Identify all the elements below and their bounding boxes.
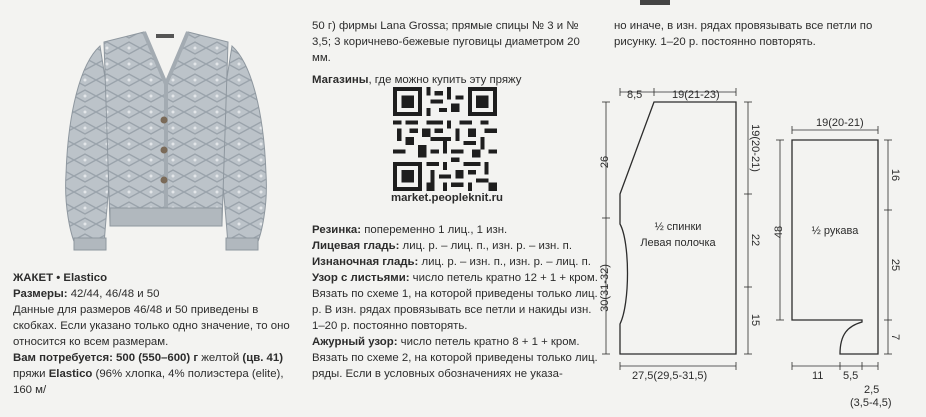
sizes-line: Размеры: 42/44, 46/48 и 50 (13, 288, 160, 300)
cardigan-photo (52, 24, 280, 268)
dim-sleeve-16: 16 (889, 168, 901, 182)
back-label-1: ½ спинки (654, 221, 702, 233)
dim-right-15: 15 (749, 313, 761, 327)
schematic-diagram (592, 82, 926, 417)
top-edge-mark (640, 0, 670, 5)
stockinette-pattern: Лицевая гладь: лиц. р. – лиц. п., изн. р. – изн. п. (312, 240, 573, 252)
sleeve-piece-outline (792, 140, 878, 354)
middle-column-top (312, 18, 600, 88)
dim-sleeve-11: 11 (812, 370, 824, 382)
rib-pattern: Резинка: попеременно 1 лиц., 1 изн. (312, 224, 508, 236)
qr-code[interactable] (393, 87, 497, 191)
right-column (614, 18, 914, 50)
dim-shoulder: 8,5 (627, 89, 643, 101)
dim-right-upper: 19(20-21) (749, 124, 761, 172)
dim-sleeve-7: 7 (889, 333, 901, 341)
dim-right-22: 22 (749, 233, 761, 247)
reverse-stockinette-pattern: Изнаночная гладь: лиц. р. – изн. п., изн. р. – лиц. п. (312, 256, 591, 268)
stitch-patterns (312, 222, 600, 382)
lace-continued: но иначе, в изн. рядах провязывать все петли по рисунку. 1–20 р. постоянно повторять. (614, 20, 873, 48)
dim-sleeve-25b: 2,5 (864, 384, 880, 396)
leaf-pattern: Узор с листьями: число петель кратно 12 + 1 + кром. Вязать по схеме 1, на которой приведены только лиц. р. В изн. рядах провязывать все петли и накиды изн. 1–20 р. постоянно повторять. (312, 272, 598, 332)
dim-sleeve-length: 48 (773, 225, 785, 239)
dim-neck: 19(21-23) (672, 89, 720, 101)
dim-sleeve-25: 25 (889, 258, 901, 272)
left-column (13, 270, 303, 398)
sizes-note: Данные для размеров 46/48 и 50 приведены в скобках. Если указано только одно значение, то оно относится ко всем размерам. (13, 304, 290, 348)
dim-sleeve-range: (3,5-4,5) (850, 397, 892, 409)
article-title: ЖАКЕТ • Elastico (13, 272, 108, 284)
shops-line: Магазины, где можно купить эту пряжу (312, 74, 522, 86)
back-label-2: Левая полочка (640, 237, 716, 249)
lace-pattern: Ажурный узор: число петель кратно 8 + 1 + кром. Вязать по схеме 2, на которой приведены только лиц. ряды. Если в условных обозначениях не указа- (312, 336, 598, 380)
dim-left-total: 30(31-32) (599, 264, 611, 312)
dim-armhole: 26 (599, 155, 611, 169)
dim-bottom-width: 27,5(29,5-31,5) (632, 370, 708, 382)
shop-url[interactable]: market.peopleknit.ru (390, 192, 504, 204)
materials-continued: 50 г) фирмы Lana Grossa; прямые спицы № 3 и № 3,5; 3 коричнево-бежевые пуговицы диаметром 20 мм. (312, 20, 580, 64)
dim-sleeve-top: 19(20-21) (816, 117, 864, 129)
dim-sleeve-55: 5,5 (843, 370, 859, 382)
materials-text: Вам потребуется: 500 (550–600) г желтой (цв. 41) пряжи Elastico (96% хлопка, 4% полиэстера (elite), 160 м/ (13, 352, 284, 396)
sleeve-label: ½ рукава (811, 225, 859, 237)
